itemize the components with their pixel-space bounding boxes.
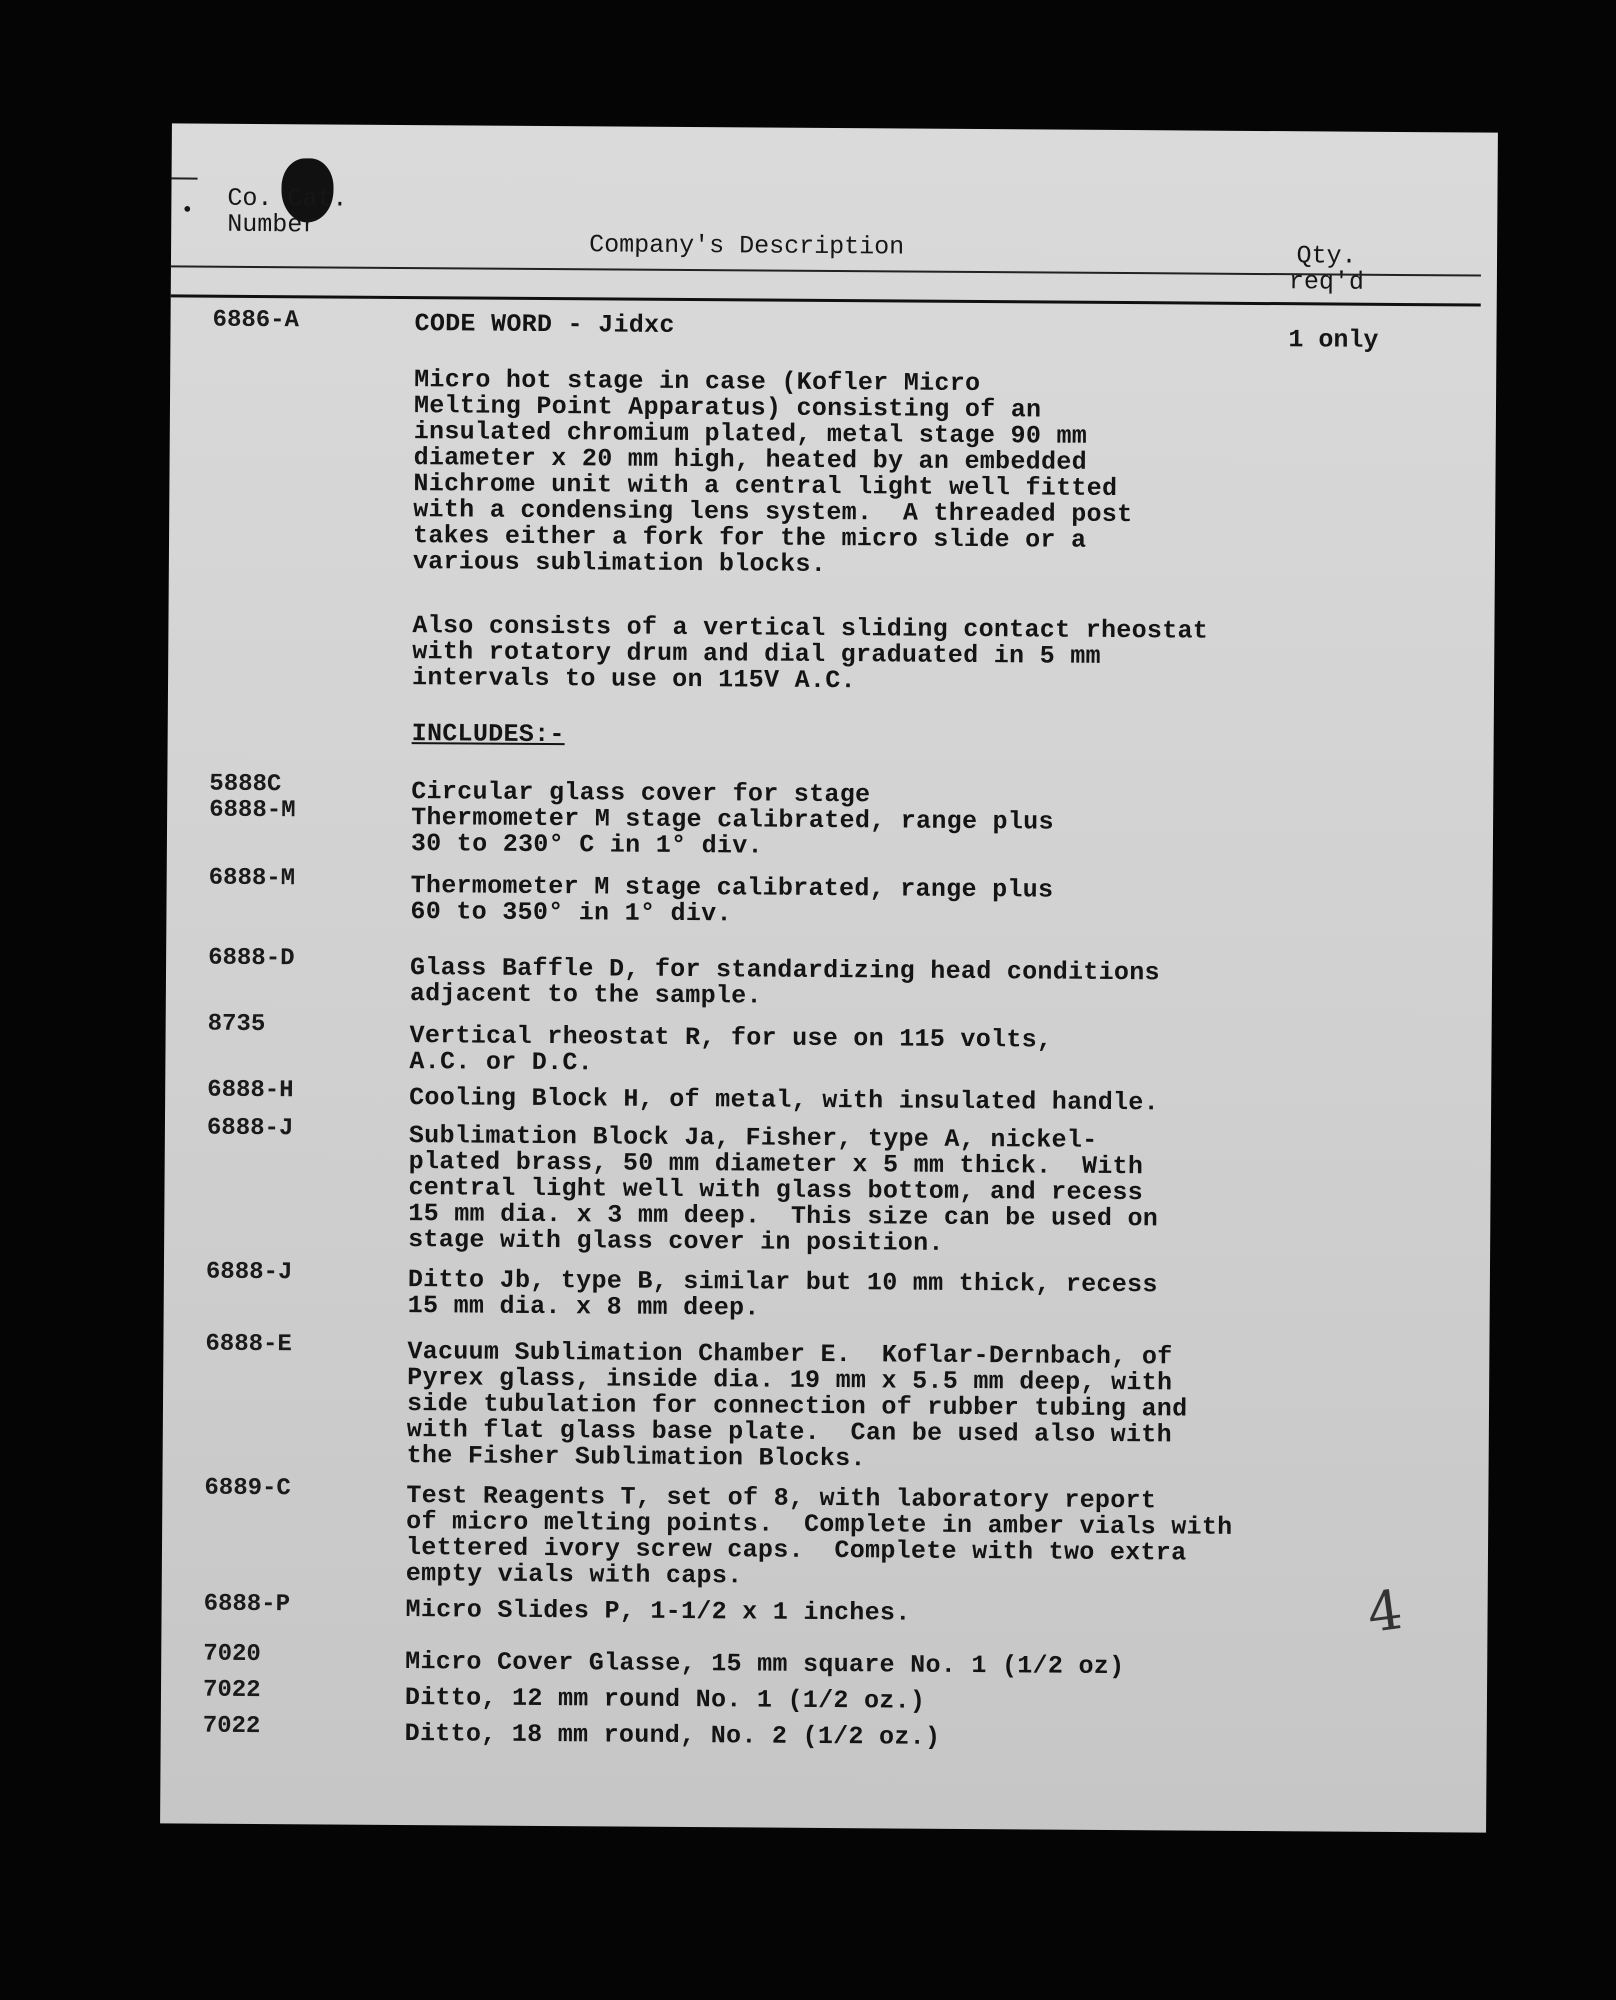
item-cat-number: 6889-C	[204, 1474, 291, 1503]
item-description: Circular glass cover for stage Thermometer M stage calibrated, range plus 30 to 230° C in 1° div.	[410, 777, 1054, 861]
item-cat-number: 8735	[207, 1010, 266, 1039]
includes-heading: INCLUDES:-	[411, 719, 565, 750]
item-cat-number: 7022	[202, 1676, 261, 1705]
header-co-cat-number	[227, 183, 348, 240]
item-cat-number: 6888-J	[205, 1258, 293, 1287]
header-number: Number	[227, 209, 318, 240]
item-description: Glass Baffle D, for standardizing head conditions adjacent to the sample.	[409, 953, 1160, 1011]
header-co-cat: Co. Cat.	[227, 183, 348, 214]
item-description: Test Reagents T, set of 8, with laboratory report of micro melting points. Complete in amber vials with lettered ivory screw caps. Complete with two extra empty vials with caps.	[405, 1481, 1233, 1591]
item-cat-number: 7020	[203, 1640, 261, 1669]
header-qty-label: Qty.	[1296, 241, 1357, 271]
item-cat-number: 5888C 6888-M	[209, 770, 296, 825]
main-cat-number: 6886-A	[212, 306, 300, 335]
header-rule-bold	[171, 294, 1481, 306]
item-cat-number: 6888-E	[205, 1330, 292, 1359]
header-description: Company's Description	[589, 230, 905, 262]
item-cat-number: 6888-M	[208, 864, 296, 893]
item-description: Micro Cover Glasse, 15 mm square No. 1 (1/2 oz)	[405, 1647, 1125, 1682]
main-qty: 1 only	[1288, 325, 1379, 355]
item-cat-number: 6888-P	[203, 1590, 291, 1619]
main-code-word: CODE WORD - Jidxc	[414, 309, 675, 340]
bullet-mark: •	[181, 199, 194, 223]
item-cat-number: 6888-H	[207, 1076, 294, 1105]
item-cat-number: 6888-J	[206, 1114, 294, 1143]
header-tick-line	[172, 177, 198, 179]
header-qty	[1289, 243, 1364, 296]
item-cat-number: 6888-D	[208, 944, 295, 973]
item-description: Ditto, 18 mm round, No. 2 (1/2 oz.)	[404, 1719, 941, 1752]
item-description: Micro Slides P, 1-1/2 x 1 inches.	[405, 1595, 911, 1628]
item-description: Sublimation Block Ja, Fisher, type A, nickel- plated brass, 50 mm diameter x 5 mm thick. With central light well with glass bottom, and recess 15 mm dia. x 3 mm deep. This size can be used on stage with glass cover in position.	[408, 1121, 1159, 1258]
handwritten-margin-note: 4	[1363, 1577, 1406, 1645]
document-sheet	[160, 123, 1498, 1832]
item-description: Vertical rheostat R, for use on 115 volts, A.C. or D.C.	[409, 1021, 1053, 1078]
item-description: Ditto, 12 mm round No. 1 (1/2 oz.)	[404, 1683, 926, 1716]
main-description-para1: Micro hot stage in case (Kofler Micro Melting Point Apparatus) consisting of an insulated chromium plated, metal stage 90 mm diameter x 20 mm high, heated by an embedded Nichrome unit with a central light well fitted with a condensing lens system. A threaded post takes either a fork for the micro slide or a various sublimation blocks.	[412, 365, 1133, 579]
item-description: Vacuum Sublimation Chamber E. Koflar-Dernbach, of Pyrex glass, inside dia. 19 mm x 5.5 mm deep, with side tubulation for connection of rubber tubing and with flat glass base plate. Can be used also with the Fisher Sublimation Blocks.	[406, 1337, 1188, 1474]
item-description: Cooling Block H, of metal, with insulated handle.	[409, 1083, 1160, 1118]
item-description: Thermometer M stage calibrated, range plus 60 to 350° in 1° div.	[410, 871, 1054, 929]
main-description-para2: Also consists of a vertical sliding contact rheostat with rotatory drum and dial graduated in 5 mm intervals to use on 115V A.C.	[411, 611, 1209, 696]
header-rule	[171, 265, 1481, 276]
item-cat-number: 7022	[202, 1712, 261, 1741]
header-reqd-label: req'd	[1288, 267, 1364, 297]
item-description: Ditto Jb, type B, similar but 10 mm thick, recess 15 mm dia. x 8 mm deep.	[407, 1265, 1158, 1323]
